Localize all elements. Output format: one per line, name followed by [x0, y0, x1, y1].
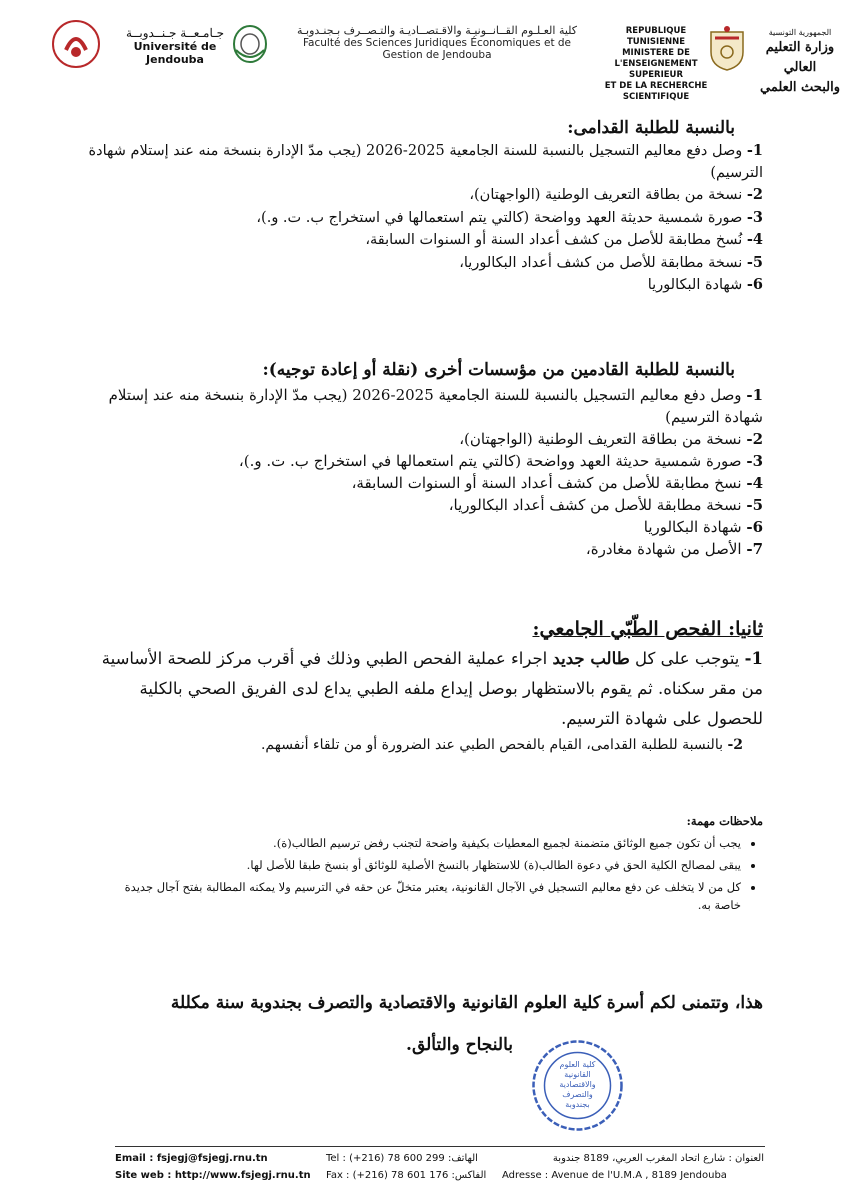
document-list — [83, 384, 763, 560]
note-item: • كل من لا يتخلف عن دفع معاليم التسجيل في الآجال القانونية، يعتبر متخلّ عن حقه في الترسيم ولا يمكنه المطالبة بفتح آجال جديدة خاصة به. — [103, 878, 741, 914]
item-number: 5- — [746, 496, 763, 514]
republic-line: REPUBLIQUE TUNISIENNE — [625, 26, 687, 47]
university-name — [115, 26, 235, 66]
note-item: • يجب أن تكون جميع الوثائق متضمنة لجميع المعطيات بكيفية واضحة لتجنب رفض ترسيم الطالب(ة). — [103, 834, 741, 852]
stamp-line: والاقتصادية — [559, 1080, 596, 1089]
faculty-name-fr: Faculté des Sciences Juridiques Économiques et de Gestion de Jendouba — [302, 37, 572, 61]
university-name-fr: Université de Jendouba — [133, 40, 217, 66]
notes-title: ملاحظات مهمة: — [686, 814, 763, 828]
official-stamp — [530, 1038, 625, 1133]
list-item — [83, 516, 763, 538]
list-item — [83, 428, 763, 450]
letterhead — [0, 0, 849, 100]
stamp-line: والتصرف — [562, 1090, 593, 1099]
list-item — [83, 207, 763, 230]
note-item: • يبقى لمصالح الكلية الحق في دعوة الطالب(ة) للاستظهار بالنسخ الأصلية للوثائق أو بنسخ طبقا للأصل لها. — [103, 856, 741, 874]
ministry-line: ET DE LA RECHERCHE — [604, 81, 708, 91]
item-text: صورة شمسية حديثة العهد وواضحة (كالتي يتم استعمالها في استخراج ب. ت. و.)، — [256, 209, 743, 226]
item-text: شهادة البكالوريا — [647, 277, 743, 293]
footer-contact-web — [115, 1150, 311, 1184]
item-text-bold: طالب جديد — [552, 649, 630, 668]
republic-ministry-fr — [596, 26, 716, 103]
list-item — [83, 450, 763, 472]
footer-phone-fax — [326, 1150, 486, 1184]
item-text: الأصل من شهادة مغادرة، — [585, 540, 742, 558]
item-number: 1- — [746, 142, 763, 159]
ministry-line: MINISTERE DE — [622, 48, 690, 58]
footer-address-fr: Adresse : Avenue de l'U.M.A , 8189 Jendouba — [502, 1170, 727, 1181]
footer-tel: Tel : (+216) 78 600 299 :الهاتف — [326, 1153, 478, 1164]
closing-line: بالنجاح والتألق. — [406, 1035, 513, 1055]
list-item — [83, 229, 763, 252]
closing-message — [143, 982, 763, 1066]
ministry-line-ar: والبحث العلمي — [760, 80, 840, 95]
faculty-logo-icon — [232, 24, 268, 64]
republic-name-ar: الجمهورية التونسية — [768, 28, 832, 37]
item-number: 4- — [746, 474, 763, 492]
item-number: 2- — [746, 186, 763, 203]
item-text: نسخة مطابقة للأصل من كشف أعداد البكالوريا، — [448, 496, 742, 514]
list-item — [83, 140, 763, 184]
footer-address — [502, 1150, 764, 1184]
footer-fax: Fax : (+216) 78 601 176 :الفاكس — [326, 1170, 487, 1181]
faculty-name-ar: كلية العـلـوم القــانــونيـة والاقـتصــاديـة والتـصــرف بـجنـدوبـة — [296, 24, 578, 37]
stamp-line: بجندوبة — [565, 1100, 590, 1109]
item-text: صورة شمسية حديثة العهد وواضحة (كالتي يتم استعمالها في استخراج ب. ت. و.)، — [238, 452, 742, 470]
item-text: نسخة من بطاقة التعريف الوطنية (الواجهتان)، — [459, 430, 742, 448]
item-text: وصل دفع معاليم التسجيل بالنسبة للسنة الجامعية 2025-2026 (يجب مدّ الإدارة بنسخة منه عند إستلام شهادة الترسيم) — [108, 386, 763, 426]
item-number: 3- — [746, 452, 763, 470]
item-number: 2- — [727, 737, 743, 753]
item-text: يتوجب على كل — [635, 649, 740, 668]
item-number: 1- — [744, 649, 763, 668]
university-name-ar: جـامـعــة جـنــدوبــة — [125, 26, 225, 40]
list-item — [83, 494, 763, 516]
item-text: بالنسبة للطلبة القدامى، القيام بالفحص الطبي عند الضرورة أو من تلقاء أنفسهم. — [260, 737, 723, 753]
list-item — [83, 252, 763, 275]
medical-item-1 — [83, 644, 763, 734]
item-number: 6- — [746, 276, 763, 293]
document-list — [83, 140, 763, 297]
item-text: نسخ مطابقة للأصل من كشف أعداد السنة أو السنوات السابقة، — [351, 474, 742, 492]
section-title: ثانيا: الفحص الطّبّي الجامعي: — [532, 618, 763, 640]
item-number: 3- — [746, 208, 763, 226]
stamp-text — [550, 1060, 605, 1110]
ministry-name-ar — [755, 28, 845, 98]
footer-address-ar: العنوان : شارع اتحاد المغرب العربي، 8189 جندوبة — [552, 1153, 764, 1164]
footer-website: Site web : http://www.fsjegj.rnu.tn — [115, 1170, 311, 1181]
section-title: بالنسبة للطلبة القدامى: — [567, 118, 735, 138]
item-text: نسخة من بطاقة التعريف الوطنية (الواجهتان)، — [469, 187, 743, 203]
item-number: 5- — [746, 253, 763, 271]
notes-list — [103, 834, 763, 914]
footer-email: Email : fsjegj@fsjegj.rnu.tn — [115, 1153, 268, 1164]
tunisia-coat-of-arms-icon — [707, 26, 747, 72]
section-old-students — [83, 118, 763, 297]
ministry-line: SCIENTIFIQUE — [622, 92, 690, 102]
item-text: اجراء عملية الفحص الطبي وذلك في أقرب مركز للصحة الأساسية من مقر سكناه. ثم يقوم بالاستظهار بوصل إيداع ملفه الطبي يداع لدى الفريق الصحي بالكلية للحصول على شهادة الترسيم. — [101, 649, 763, 728]
section-title: بالنسبة للطلبة القادمين من مؤسسات أخرى (نقلة أو إعادة توجيه): — [262, 360, 735, 380]
list-item — [83, 274, 763, 297]
item-text: شهادة البكالوريا — [643, 518, 742, 536]
university-logo-icon — [50, 18, 102, 70]
item-text: نُسخ مطابقة للأصل من كشف أعداد السنة أو السنوات السابقة، — [365, 232, 743, 248]
stamp-line: كلية العلوم — [559, 1060, 596, 1069]
closing-line: هذا، وتتمنى لكم أسرة كلية العلوم القانونية والاقتصادية والتصرف بجندوبة سنة مكللة — [170, 993, 763, 1013]
item-text: وصل دفع معاليم التسجيل بالنسبة للسنة الجامعية 2025-2026 (يجب مدّ الإدارة بنسخة منه عند إستلام شهادة الترسيم) — [88, 143, 763, 181]
ministry-line-ar: وزارة التعليم العالي — [765, 40, 835, 75]
item-text: نسخة مطابقة للأصل من كشف أعداد البكالوريا، — [459, 254, 743, 271]
item-number: 1- — [746, 386, 763, 404]
section-transfer-students — [83, 360, 763, 560]
item-number: 4- — [746, 231, 763, 248]
list-item — [83, 184, 763, 207]
stamp-line: القانونية — [564, 1070, 591, 1079]
list-item — [83, 538, 763, 560]
section-medical-exam — [83, 618, 763, 756]
footer-divider — [115, 1146, 765, 1147]
list-item — [83, 384, 763, 428]
item-number: 7- — [746, 540, 763, 558]
medical-item-2 — [83, 734, 763, 756]
faculty-name — [282, 24, 592, 61]
ministry-line: L'ENSEIGNEMENT SUPERIEUR — [614, 59, 698, 80]
item-number: 2- — [746, 430, 763, 448]
item-number: 6- — [746, 518, 763, 536]
list-item — [83, 472, 763, 494]
important-notes — [103, 814, 763, 918]
